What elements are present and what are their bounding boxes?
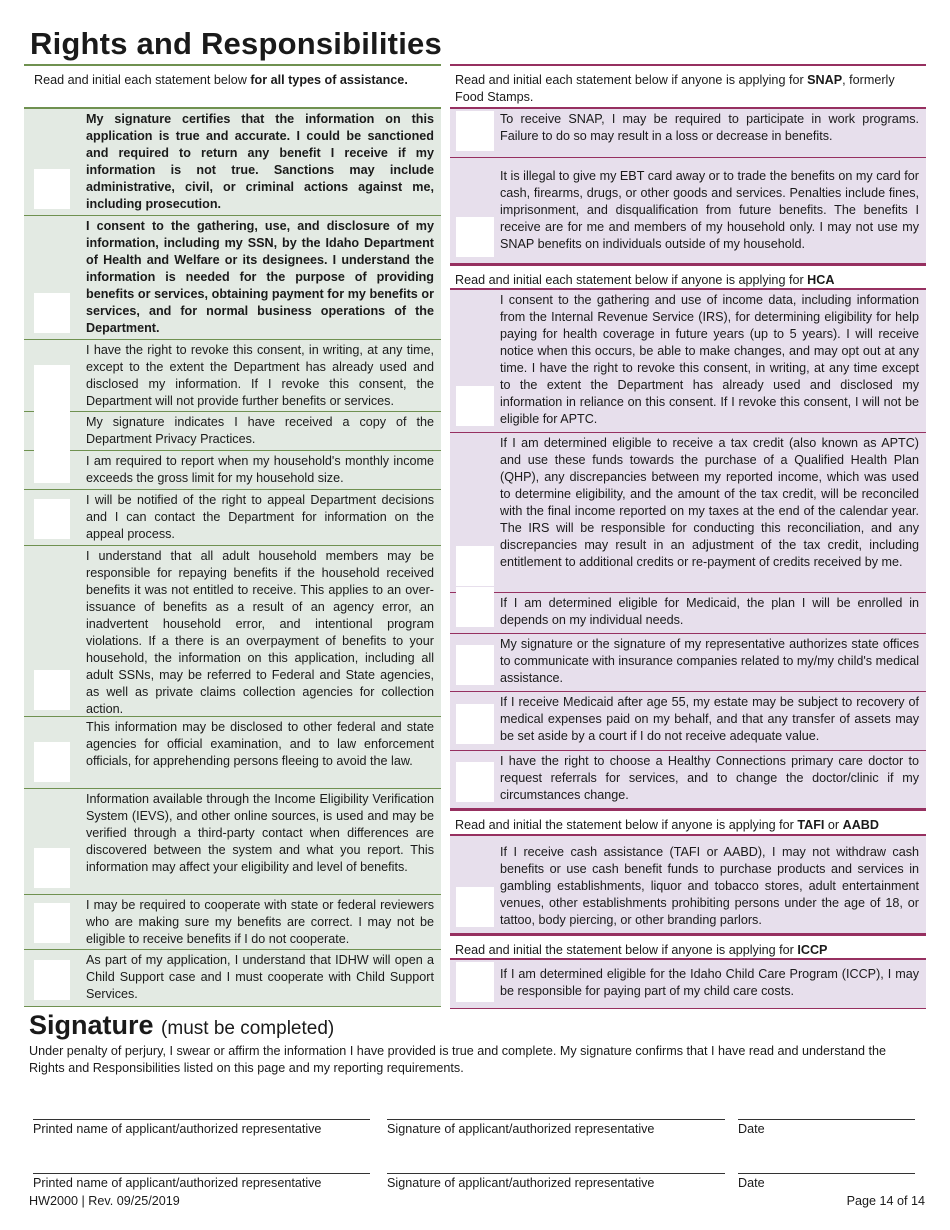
tafi-header: Read and initial the statement below if anyone is applying for TAFI or AABD — [450, 809, 926, 836]
hca-statement-item — [450, 634, 926, 692]
iccp-statement-item — [450, 960, 926, 1009]
initial-box[interactable] — [450, 166, 494, 263]
statement-text: If I receive cash assistance (TAFI or AABD), I may not withdraw cash benefits or use cash benefit funds to purchase products and services in gambling establishments, liquor and tobacco stores, adult entertainment venues, other establishments prohibiting persons under the age of 18, or tattoo, body piercing, or other branding parlors. — [500, 845, 919, 927]
initial-box[interactable] — [24, 109, 80, 215]
statement-item — [24, 340, 441, 412]
initial-box[interactable] — [450, 964, 494, 1008]
general-header: Read and initial each statement below for all types of assistance. — [24, 64, 441, 109]
hca-statement-item — [450, 593, 926, 634]
statement-text: If I am determined eligible to receive a tax credit (also known as APTC) and use these funds towards the purchase of a Qualified Health Plan (QHP), any discrepancies between my reported income, which was used to determine eligibility, and the amount of the tax credit, will be reconciled with the final income reported on my taxes at the end of the calendar year. The IRS will be responsible for conducting this reconciliation, and any discrepancies may result in an adjustment of the tax credit, including entitlement to additional credits or re-payment of credits received by me. — [500, 436, 919, 569]
statement-text: My signature indicates I have received a copy of the Department Privacy Practices. — [86, 415, 434, 446]
statement-text: I understand that all adult household members may be responsible for repaying benefits if the household received benefits it was not entitled to receive. This applies to an over-issuance of benefits as a result of an agency error, an inadvertent household error, and intentional program violations. If a there is an overpayment of benefits to your household, the information on this application, including all adult SSNs, may be referred to Federal and State agencies, as well as private claims collection agencies for collection action. — [86, 549, 434, 716]
snap-header: Read and initial each statement below if anyone is applying for SNAP, formerly Food Stamps. — [450, 64, 926, 109]
statement-text: I may be required to cooperate with state or federal reviewers who are making sure my benefits are correct. I may not be eligible to receive benefits if I do not cooperate. — [86, 898, 434, 946]
initial-box[interactable] — [24, 895, 80, 949]
hca-statement-item — [450, 692, 926, 751]
hca-statement-item — [450, 751, 926, 809]
statement-item — [24, 490, 441, 546]
initial-box[interactable] — [450, 593, 494, 633]
statement-item — [24, 109, 441, 216]
page-number: Page 14 of 14 — [846, 1194, 925, 1208]
statement-item — [24, 216, 441, 340]
signature-paragraph: Under penalty of perjury, I swear or affirm the information I have provided is true and complete. My signature confirms that I have read and understand the Rights and Responsibilities listed on this page and my reporting requirements. — [29, 1044, 887, 1075]
printed-name-field-2[interactable]: Printed name of applicant/authorized representative — [33, 1173, 370, 1192]
initial-box[interactable] — [450, 634, 494, 691]
hca-statement-item — [450, 433, 926, 593]
iccp-header: Read and initial the statement below if anyone is applying for ICCP — [450, 934, 926, 960]
snap-statement-item — [450, 109, 926, 158]
initial-box[interactable] — [450, 109, 494, 157]
initial-box[interactable] — [450, 433, 494, 592]
statement-item — [24, 451, 441, 490]
initial-box[interactable] — [24, 216, 80, 339]
initial-box[interactable] — [450, 290, 494, 432]
date-field-2[interactable]: Date — [738, 1173, 915, 1192]
statement-text: This information may be disclosed to other federal and state agencies for official examination, and to law enforcement officials, for apprehending persons fleeing to avoid the law. — [86, 720, 434, 768]
initial-box[interactable] — [24, 546, 80, 716]
general-statements-column — [24, 64, 441, 1007]
page-title: Rights and Responsibilities — [30, 26, 442, 61]
date-field-1[interactable]: Date — [738, 1119, 915, 1138]
initial-box[interactable] — [450, 751, 494, 808]
statement-text: My signature or the signature of my representative authorizes state offices to communicate with insurance companies related to my/my child's medical assistance. — [500, 637, 919, 685]
printed-name-field-1[interactable]: Printed name of applicant/authorized representative — [33, 1119, 370, 1138]
initial-box[interactable] — [450, 692, 494, 750]
statement-text: I consent to the gathering, use, and disclosure of my information, including my SSN, by the Idaho Department of Health and Welfare or its designees. I understand the information is needed for the purpose of providing benefits or services, obtaining payment for my benefits or services, and for normal business operations of the Department. — [86, 219, 434, 335]
statement-text: If I receive Medicaid after age 55, my estate may be subject to recovery of medical expenses paid on my behalf, and that any transfer of assets may be set aside by a court if I do not receive adequate value. — [500, 695, 919, 743]
initial-box[interactable] — [24, 717, 80, 788]
hca-statement-item — [450, 290, 926, 433]
statement-text: I have the right to choose a Healthy Connections primary care doctor to request referrals for services, and to change the doctor/clinic if my circumstances change. — [500, 754, 919, 802]
statement-text: My signature certifies that the information on this application is true and accurate. I could be sanctioned and required to return any benefit I receive if my information is not true. Sanctions may include administrative, civil, or criminal actions against me, including prosecution. — [86, 112, 434, 211]
statement-item — [24, 950, 441, 1007]
tafi-statement-item — [450, 836, 926, 934]
statement-item — [24, 717, 441, 789]
statement-text: As part of my application, I understand that IDHW will open a Child Support case and I must cooperate with Child Support Services. — [86, 953, 434, 1001]
form-id: HW2000 | Rev. 09/25/2019 — [29, 1194, 180, 1208]
signature-heading: Signature (must be completed) — [29, 1010, 335, 1040]
statement-text: I will be notified of the right to appeal Department decisions and I can contact the Department for information on the appeal process. — [86, 493, 434, 541]
statement-text: It is illegal to give my EBT card away or to trade the benefits on my card for cash, firearms, drugs, or other goods and services. Penalties include fines, imprisonment, and disqualification from future benefits. The benefits I receive are for me and members of my household only. I may not use my SNAP benefits on individuals outside of my household. — [500, 169, 919, 251]
initial-box[interactable] — [24, 340, 80, 411]
initial-box[interactable] — [24, 451, 80, 489]
statement-item — [24, 412, 441, 451]
statement-text: Information available through the Income Eligibility Verification System (IEVS), and other online sources, is used and may be verified through a third-party contact when differences are discovered between the system and what you report. This information may affect your eligibility and level of benefits. — [86, 792, 434, 874]
signature-field-2[interactable]: Signature of applicant/authorized representative — [387, 1173, 725, 1192]
signature-field-1[interactable]: Signature of applicant/authorized representative — [387, 1119, 725, 1138]
initial-box[interactable] — [24, 789, 80, 894]
statement-text: If I am determined eligible for the Idaho Child Care Program (ICCP), I may be responsible for paying part of my child care costs. — [500, 967, 919, 998]
statement-item — [24, 789, 441, 895]
initial-box[interactable] — [24, 490, 80, 545]
statement-item — [24, 546, 441, 717]
program-statements-column — [450, 64, 926, 1009]
statement-text: If I am determined eligible for Medicaid, the plan I will be enrolled in depends on my individual needs. — [500, 596, 919, 627]
snap-statement-item — [450, 158, 926, 264]
statement-text: I consent to the gathering and use of income data, including information from the Internal Revenue Service (IRS), for determining eligibility for help paying for health coverage in future years (up to 5 years). I will receive notice when this occurs, be able to make changes, and may opt out at any time. I have the right to revoke this consent, in writing, at any time except to the extent the Department has already used and disclosed my information in reliance on this consent. If I revoke this consent, I will not be eligible for APTC. — [500, 293, 919, 426]
statement-text: To receive SNAP, I may be required to participate in work programs. Failure to do so may result in a loss or decrease in benefits. — [500, 112, 919, 143]
statement-text: I have the right to revoke this consent, in writing, at any time, except to the extent the Department has already used and disclosed my information. If I revoke this consent, the Department will not provide further benefits or services. — [86, 343, 434, 408]
initial-box[interactable] — [450, 842, 494, 933]
initial-box[interactable] — [24, 950, 80, 1006]
hca-header: Read and initial each statement below if anyone is applying for HCA — [450, 264, 926, 290]
statement-item — [24, 895, 441, 950]
statement-text: I am required to report when my household's monthly income exceeds the gross limit for my household size. — [86, 454, 434, 485]
